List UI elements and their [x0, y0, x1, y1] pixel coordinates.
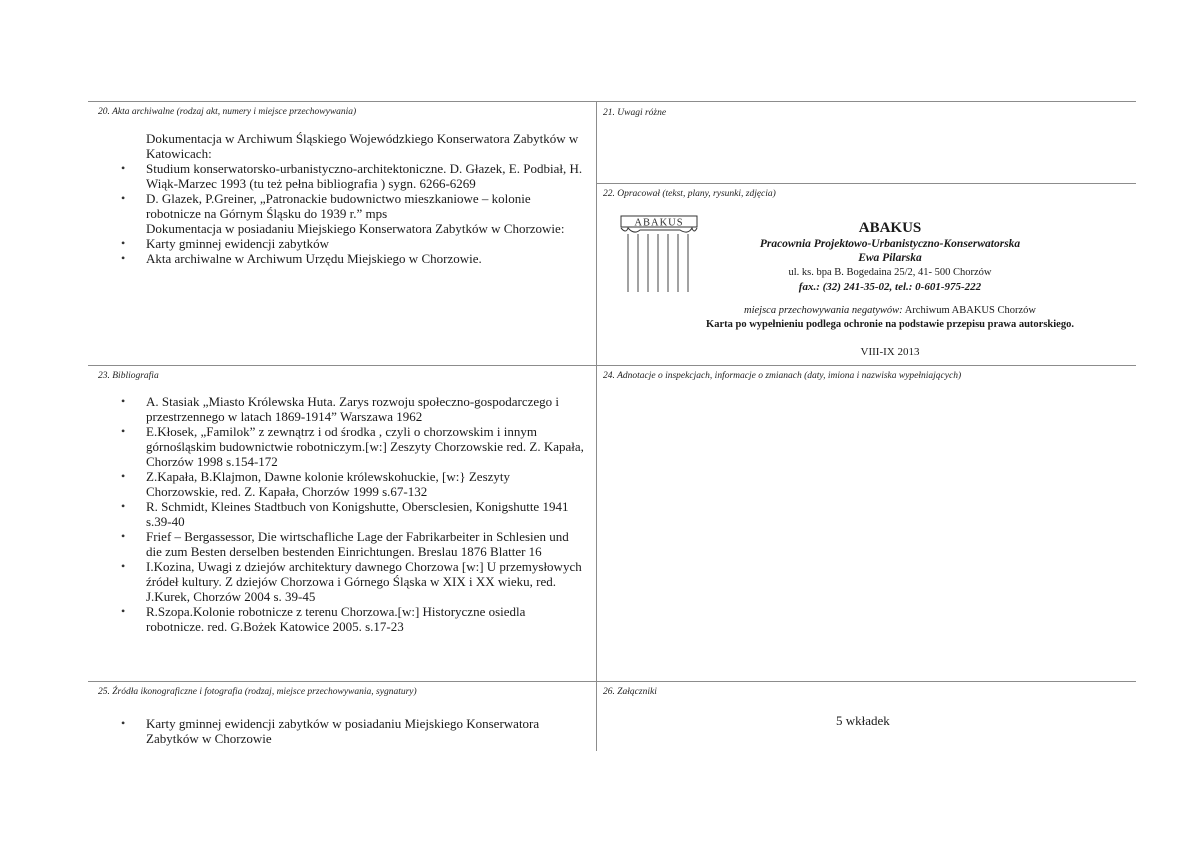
archive-line — [121, 236, 584, 251]
section-24-title: 24. Adnotacje o inspekcjach, informacje o zmianach (daty, imiona i nazwiska wypełniających) — [603, 371, 962, 381]
section-26-title: 26. Załączniki — [603, 687, 657, 697]
divider-vertical — [596, 101, 597, 751]
bullet-icon: • — [121, 716, 126, 730]
bibliography-item — [121, 424, 584, 469]
archive-line — [146, 221, 584, 236]
attachments-value: 5 wkładek — [836, 713, 890, 728]
prepared-date: VIII-IX 2013 — [860, 346, 920, 358]
bullet-icon: • — [121, 529, 126, 543]
archive-line — [146, 131, 584, 161]
copyright-note: Karta po wypełnieniu podlega ochronie na podstawie przepisu prawa autorskiego. — [706, 319, 1074, 330]
bibliography-item-text: I.Kozina, Uwagi z dziejów architektury dawnego Chorzowa [w:] U przemysłowych źródeł kultury. Z dziejów Chorzowa i Górnego Śląska w XIX i XX wieku, red. J.Kurek, Chorzów 2004 s. 39-45 — [146, 559, 582, 604]
storage-label: miejsca przechowywania negatywów: — [744, 305, 903, 316]
company-name: ABAKUS — [858, 220, 922, 236]
company-owner: Ewa Pilarska — [858, 252, 922, 264]
archive-line-text: Dokumentacja w Archiwum Śląskiego Wojewódzkiego Konserwatora Zabytków w Katowicach: — [146, 131, 579, 161]
bibliography-item-text: E.Kłosek, „Familok” z zewnątrz i od środka , czyli o chorzowskim i innym górnośląskim budownictwie robotniczym.[w:] Zeszyty Chorzowskie red. Z. Kapała, Chorzów 1998 s.154-172 — [146, 424, 584, 469]
bibliography-item-text: Z.Kapała, B.Klajmon, Dawne kolonie królewskohuckie, [w:} Zeszyty Chorzowskie, red. Z. Kapała, Chorzów 1999 s.67-132 — [146, 469, 511, 499]
bullet-icon: • — [121, 161, 126, 175]
iconography-item — [121, 716, 594, 746]
bibliography-item — [121, 559, 584, 604]
company-phone: fax.: (32) 241-35-02, tel.: 0-601-975-222 — [798, 281, 982, 293]
archive-line — [121, 191, 584, 221]
company-subtitle: Pracownia Projektowo-Urbanistyczno-Konserwatorska — [759, 238, 1021, 250]
bullet-icon: • — [121, 394, 126, 408]
section-25-content — [121, 716, 594, 746]
section-23-content — [121, 394, 584, 634]
archive-line-text: D. Glazek, P.Greiner, „Patronackie budownictwo mieszkaniowe – kolonie robotnicze na Górnym Śląsku do 1939 r.” mps — [146, 191, 531, 221]
section-21-title: 21. Uwagi różne — [603, 108, 667, 118]
bullet-icon: • — [121, 559, 126, 573]
bibliography-item-text: Frief – Bergassessor, Die wirtschafliche Lage der Fabrikarbeiter in Schlesien und die zum Besten derselben bestenden Einrichtungen. Breslau 1876 Blatter 16 — [146, 529, 569, 559]
bullet-icon: • — [121, 251, 126, 265]
abakus-logo — [620, 214, 698, 294]
section-20-title: 20. Akta archiwalne (rodzaj akt, numery i miejsce przechowywania) — [98, 107, 357, 117]
divider-top — [88, 101, 1136, 102]
archive-line — [121, 161, 584, 191]
bibliography-item-text: A. Stasiak „Miasto Królewska Huta. Zarys rozwoju społeczno-gospodarczego i przestrzennego w latach 1869-1914” Warszawa 1962 — [146, 394, 559, 424]
bibliography-item-text: R.Szopa.Kolonie robotnicze z terenu Chorzowa.[w:] Historyczne osiedla robotnicze. red. G.Bożek Katowice 2005. s.17-23 — [146, 604, 526, 634]
archive-line-text: Dokumentacja w posiadaniu Miejskiego Konserwatora Zabytków w Chorzowie: — [146, 221, 565, 236]
bibliography-item — [121, 394, 584, 424]
bullet-icon: • — [121, 424, 126, 438]
bibliography-item — [121, 469, 584, 499]
bullet-icon: • — [121, 604, 126, 618]
bullet-icon: • — [121, 499, 126, 513]
bibliography-item — [121, 529, 584, 559]
archive-line — [121, 251, 584, 266]
section-23-title: 23. Bibliografia — [98, 371, 159, 381]
divider-row3 — [88, 681, 1136, 682]
bibliography-item-text: R. Schmidt, Kleines Stadtbuch von Konigshutte, Obersclesien, Konigshutte 1941 s.39-40 — [146, 499, 569, 529]
logo-text: ABAKUS — [634, 217, 684, 229]
storage-value: Archiwum ABAKUS Chorzów — [904, 305, 1036, 316]
archive-line-text: Akta archiwalne w Archiwum Urzędu Miejskiego w Chorzowie. — [146, 251, 482, 266]
bullet-icon: • — [121, 236, 126, 250]
archive-line-text: Karty gminnej ewidencji zabytków — [146, 236, 330, 251]
iconography-item-text: Karty gminnej ewidencji zabytków w posiadaniu Miejskiego Konserwatora Zabytków w Chorzowie — [146, 716, 540, 746]
bibliography-item — [121, 604, 584, 634]
archive-line-text: Studium konserwatorsko-urbanistyczno-architektoniczne. D. Głazek, E. Podbiał, H. Wiąk-Marzec 1993 (tu też pełna bibliografia ) sygn. 6266-6269 — [146, 161, 583, 191]
bullet-icon: • — [121, 191, 126, 205]
bullet-icon: • — [121, 469, 126, 483]
section-22-title: 22. Opracował (tekst, plany, rysunki, zdjęcia) — [603, 189, 776, 199]
section-25-title: 25. Źródła ikonograficzne i fotografia (rodzaj, miejsce przechowywania, sygnatury) — [98, 687, 417, 697]
section-20-content — [121, 131, 584, 266]
company-address: ul. ks. bpa B. Bogedaina 25/2, 41- 500 Chorzów — [788, 267, 992, 278]
divider-row2 — [88, 365, 1136, 366]
divider-right-21-22 — [596, 183, 1136, 184]
bibliography-item — [121, 499, 584, 529]
storage-line — [640, 305, 1140, 316]
